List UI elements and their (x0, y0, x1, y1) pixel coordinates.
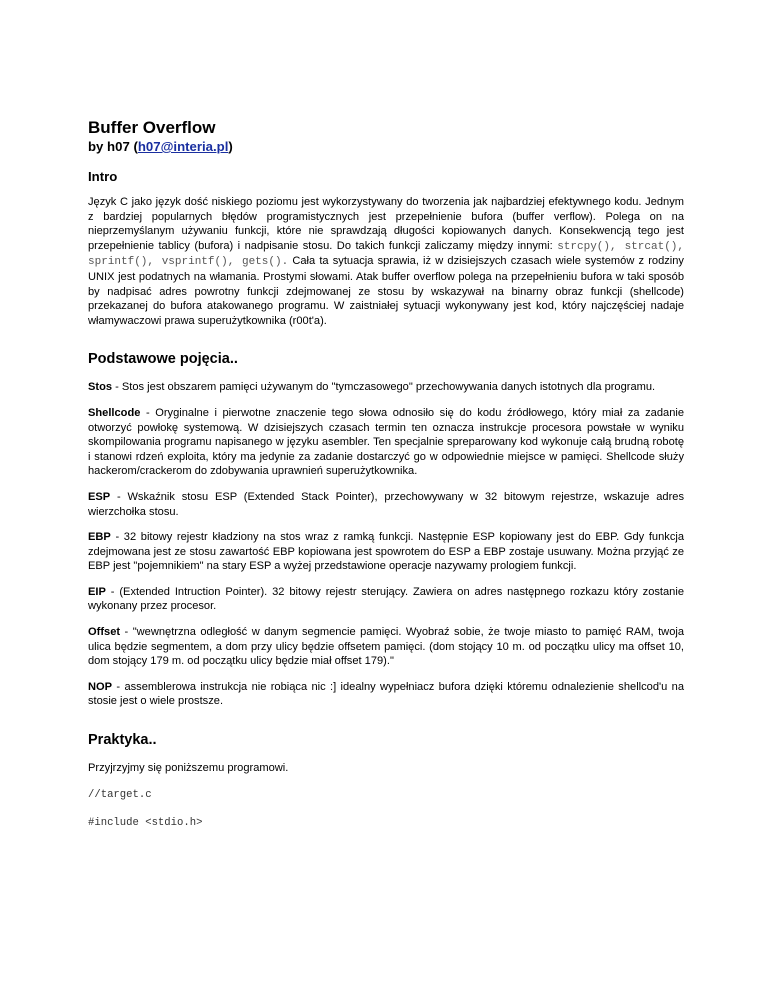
concept-esp (88, 490, 684, 519)
concept-text: - Wskaźnik stosu ESP (Extended Stack Pointer), przechowywany w 32 bitowym rejestrze, wskazuje adres wierzchołka stosu. (88, 490, 684, 518)
intro-text-before: Język C jako język dość niskiego poziomu jest wykorzystywany do tworzenia jak najbardziej efektywnego kodu. Jednym z bardziej popularnych błędów programistycznych jest przepełnienie bufora (buffer verflow). Polega on na nieprzemyślanym używaniu funkcji, które nie sprawdzają długości kopiowanych danych. Konsekwencją tego jest przepełnienie tablicy (bufora) i nadpisanie stosu. Do takich funkcji zaliczamy między innymi: (88, 196, 684, 252)
concepts-heading: Podstawowe pojęcia.. (88, 351, 238, 368)
byline (88, 138, 684, 155)
intro-text-after: Cała ta sytuacja sprawia, iż w dzisiejszych czasach wiele systemów z rodziny UNIX jest podatnych na włamania. Prostymi słowami. Atak buffer overflow polega na przepełnieniu bufora w taki sposób by nadpisać adres powrotny funkcji zdejmowanej ze stosu by wskazywał na binarny obraz funkcji (shellcode) przekazanej do bufora atakowanego programu. W zaistniałej sytuacji wykonywany jest kod, który najczęściej nadaje włamywaczowi prawa superużytkownika (r00t'a). (88, 255, 684, 327)
concept-term: Offset (88, 626, 121, 639)
concept-stos (88, 380, 684, 395)
concept-eip (88, 585, 684, 614)
concept-term: Shellcode (88, 406, 141, 419)
intro-functions: strcpy(), strcat(), sprintf(), vsprintf(), gets(). (88, 240, 684, 269)
byline-suffix: ) (228, 139, 233, 154)
concept-offset (88, 625, 684, 669)
document-title: Buffer Overflow (88, 118, 216, 137)
concept-term: EBP (88, 531, 111, 544)
concept-text: - (Extended Intruction Pointer). 32 bitowy rejestr sterujący. Zawiera on adres następnego rozkazu który zostanie wykonany przez procesor. (88, 585, 684, 613)
practice-paragraph: Przyjrzyjmy się poniższemu programowi. (88, 762, 289, 775)
concept-text: - Stos jest obszarem pamięci używanym do "tymczasowego" przechowywania danych istotnych dla programu. (112, 381, 656, 394)
concept-term: EIP (88, 585, 106, 598)
document-page (88, 118, 684, 844)
byline-prefix: by h07 ( (88, 139, 138, 154)
concept-nop (88, 680, 684, 709)
concept-text: - "wewnętrzna odległość w danym segmencie pamięci. Wyobraź sobie, że twoje miasto to pamięć RAM, twoja ulica będzie segmentem, a dom przy ulicy będzie offsetem pamięci. (dom stojący 10 m. od początku ulicy ma offset 10, dom stojący 179 m. od początku ulicy będzie miał offset 179)." (88, 626, 684, 668)
concept-term: Stos (88, 381, 113, 394)
code-line: //target.c (88, 788, 152, 801)
intro-heading: Intro (88, 169, 118, 184)
concept-ebp (88, 530, 684, 574)
concept-text: - 32 bitowy rejestr kładziony na stos wraz z ramką funkcji. Następnie ESP kopiowany jest do EBP. Gdy funkcja zdejmowana jest ze stosu zawartość EBP kopiowana jest spowrotem do ESP a EBP zostaje usuwany. Można przyjąć ze EBP jest "pojemnikiem" na stary ESP a wyżej przedstawione operacje nazywamy prologiem funkcji. (88, 531, 684, 573)
practice-heading: Praktyka.. (88, 732, 157, 749)
concept-term: NOP (88, 680, 113, 693)
concept-shellcode (88, 406, 684, 479)
concept-text: - Oryginalne i pierwotne znaczenie tego słowa odnosiło się do kodu źródłowego, który miał za zadanie otworzyć powłokę systemową. W dzisiejszych czasach termin ten oznacza instrukcje procesora powstałe w wyniku skompilowania programu napisanego w języku asembler. Ten specjalnie spreparowany kod wykonuje całą brudną robotę i stanowi rdzeń exploita, który ma jedynie za zadanie dostarczyć go w odpowiednie miejsce w pamięci. Shellcode służy hackerom/crackerom do zdobywania uprawnień superużytkownika. (88, 406, 684, 478)
code-line: #include <stdio.h> (88, 816, 203, 829)
concept-text: - assemblerowa instrukcja nie robiąca nic :] idealny wypełniacz bufora dzięki któremu odnalezienie shellcod'u na stosie jest o wiele prostsze. (88, 680, 684, 708)
author-email-link[interactable]: h07@interia.pl (137, 139, 229, 154)
intro-paragraph (88, 195, 684, 328)
concept-term: ESP (88, 490, 111, 503)
